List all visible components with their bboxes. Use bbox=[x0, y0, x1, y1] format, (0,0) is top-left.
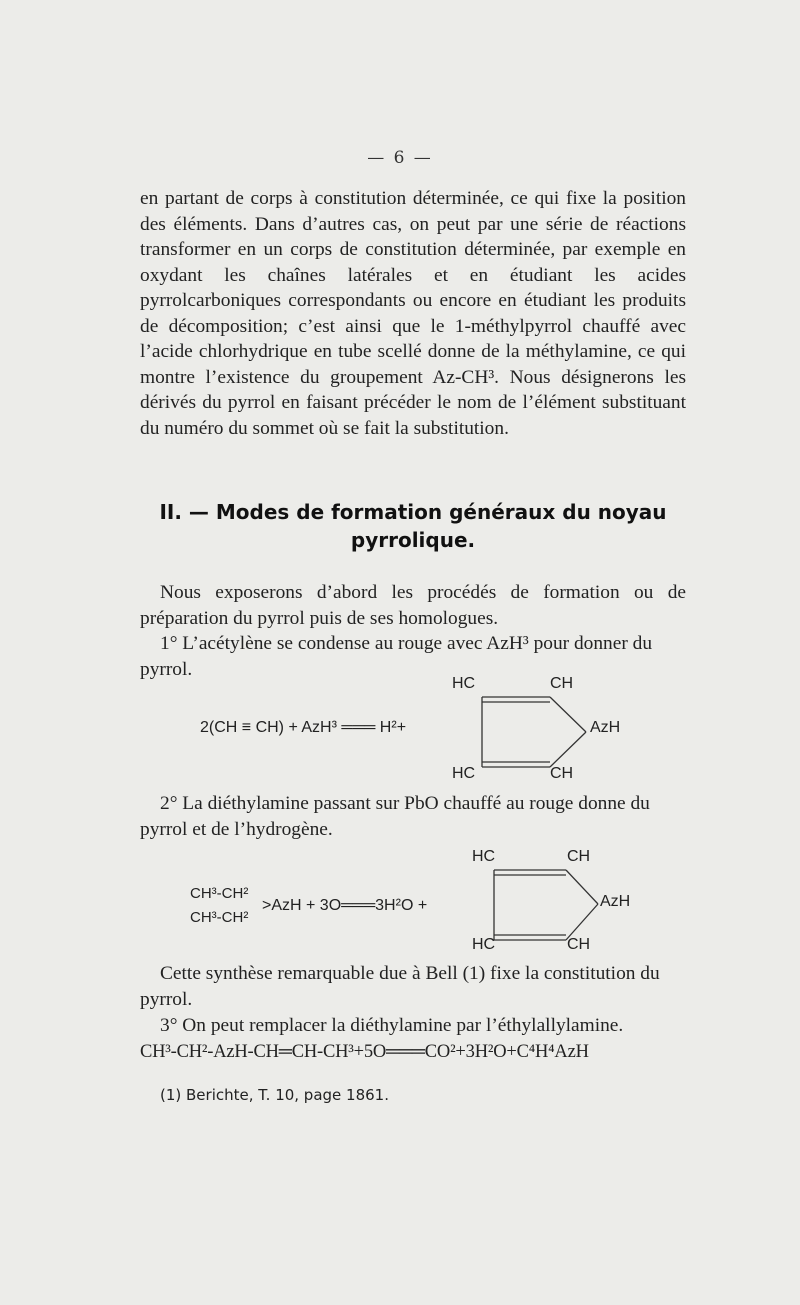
equation-2-lower: CH³-CH² bbox=[190, 909, 249, 926]
section-heading: II. — Modes de formation généraux du noyau pyrrolique. bbox=[159, 500, 667, 552]
equation-2-upper: CH³-CH² bbox=[190, 885, 249, 902]
item-1-text: 1° L’acétylène se condense au rouge avec AzH³ pour donner du pyrrol. bbox=[140, 633, 653, 680]
page-number: — 6 — bbox=[367, 148, 433, 168]
ring-2-nitrogen: AzH bbox=[600, 893, 631, 910]
equation-3: CH³-CH²-AzH-CH═CH-CH³+5O═══CO²+3H²O+C⁴H⁴AzH bbox=[140, 1042, 589, 1062]
ring-2-top-left: HC bbox=[472, 848, 496, 865]
equation-1-left: 2(CH ≡ CH) + AzH³ ═══ H²+ bbox=[200, 719, 407, 736]
item-2-note: Cette synthèse remarquable due à Bell (1) fixe la constitution du pyrrol. bbox=[140, 963, 660, 1010]
item-2-text: 2° La diéthylamine passant sur PbO chauffé au rouge donne du pyrrol et de l’hydrogène. bbox=[140, 793, 650, 840]
item-3-text: 3° On peut remplacer la diéthylamine par l’éthylallylamine. bbox=[160, 1015, 624, 1036]
equation-2-middle: >AzH + 3O═══3H²O + bbox=[262, 897, 428, 914]
pyrrole-ring-1 bbox=[478, 693, 590, 771]
paragraph-intro: en partant de corps à constitution déterminée, ce qui fixe la position des éléments. Dans d’autres cas, on peut par une série de réactions transformer en un corps de constitution déterminée, par exemple en oxydant les chaînes latérales et en étudiant les acides pyrrolcarboniques correspondants ou encore en étudiant les produits de décomposition; c’est ainsi que le 1-méthylpyrrol chauffé avec l’acide chlorhydrique en tube scellé donne de la méthylamine, ce qui montre l’existence du groupement Az-CH³. Nous désignerons les dérivés du pyrrol en faisant précéder le nom de l’élément substituant du numéro du sommet où se fait la substitution. bbox=[140, 188, 686, 439]
ring-1-bottom-right: CH bbox=[550, 765, 574, 782]
ring-2-bottom-right: CH bbox=[567, 936, 591, 953]
ring-2-bottom-left: HC bbox=[472, 936, 496, 953]
ring-1-bottom-left: HC bbox=[452, 765, 476, 782]
ring-1-top-right: CH bbox=[550, 675, 574, 692]
ring-1-nitrogen: AzH bbox=[590, 719, 621, 736]
paragraph-formation: Nous exposerons d’abord les procédés de formation ou de préparation du pyrrol puis de ses homologues. bbox=[140, 582, 686, 629]
ring-2-top-right: CH bbox=[567, 848, 591, 865]
ring-1-top-left: HC bbox=[452, 675, 476, 692]
footnote: (1) Berichte, T. 10, page 1861. bbox=[160, 1086, 389, 1104]
pyrrole-ring-2 bbox=[490, 866, 602, 944]
